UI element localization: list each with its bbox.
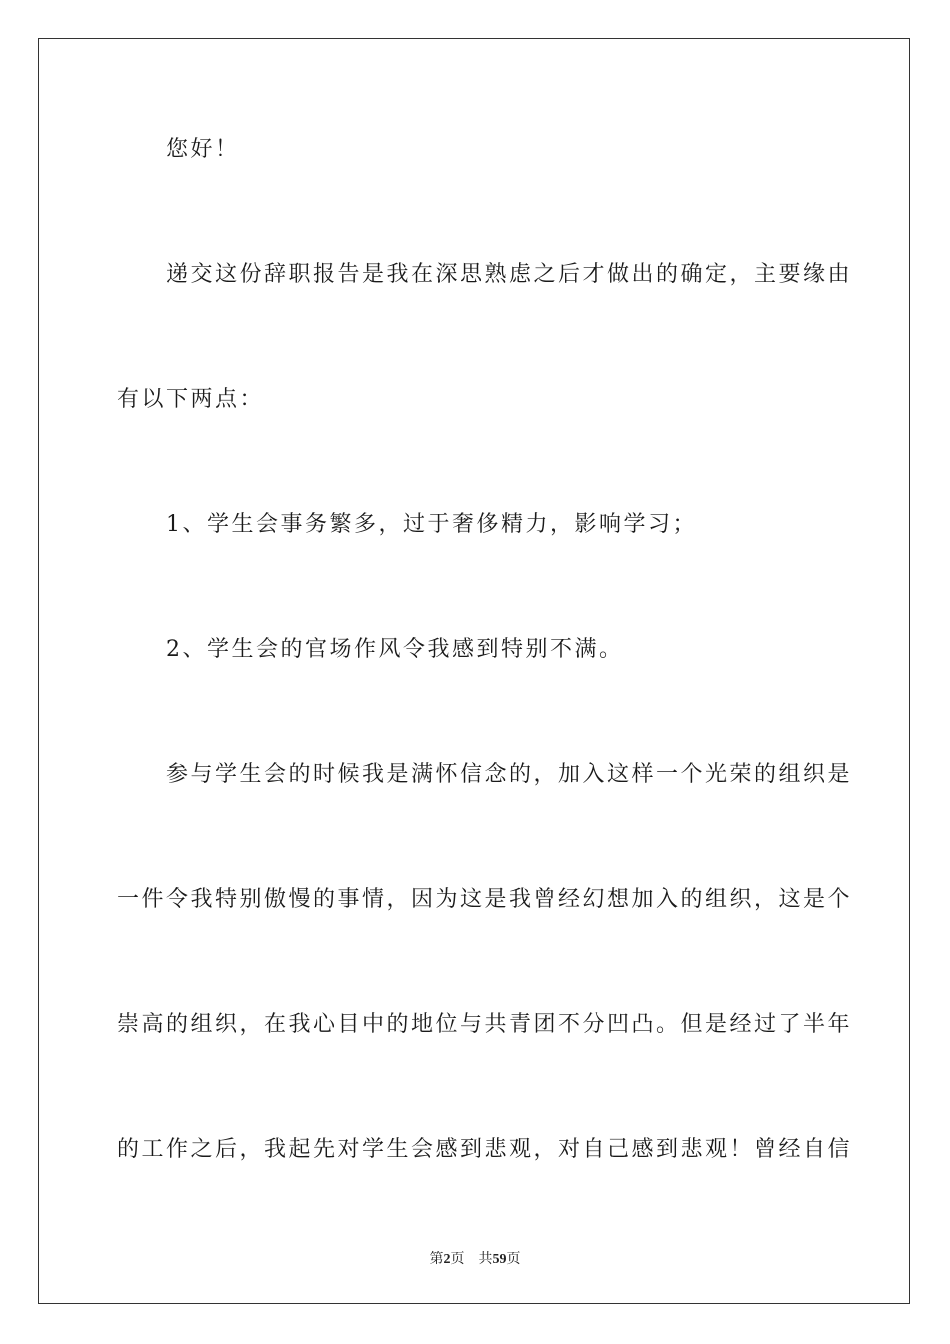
greeting-line: 您好！ xyxy=(117,137,240,162)
page-footer xyxy=(0,1248,950,1268)
total-suffix: 页 xyxy=(506,1252,521,1267)
body-line: 一件令我特别傲慢的事情，因为这是我曾经幻想加入的组织，这是个 xyxy=(117,887,853,912)
total-prefix: 共 xyxy=(478,1252,493,1267)
total-pages: 59 xyxy=(492,1252,507,1267)
body-line: 递交这份辞职报告是我在深思熟虑之后才做出的确定，主要缘由 xyxy=(117,262,853,287)
list-item: 2、学生会的官场作风令我感到特别不满。 xyxy=(117,637,624,662)
page-prefix: 第 xyxy=(429,1252,444,1267)
page-suffix: 页 xyxy=(450,1252,465,1267)
list-item: 1、学生会事务繁多，过于奢侈精力，影响学习； xyxy=(117,512,697,537)
page-border xyxy=(38,38,910,1304)
body-line: 有以下两点： xyxy=(117,387,265,412)
body-line: 崇高的组织，在我心目中的地位与共青团不分凹凸。但是经过了半年 xyxy=(117,1012,853,1037)
page-number: 2 xyxy=(443,1252,451,1267)
body-line: 的工作之后，我起先对学生会感到悲观，对自己感到悲观！曾经自信 xyxy=(117,1137,853,1162)
body-line: 参与学生会的时候我是满怀信念的，加入这样一个光荣的组织是 xyxy=(117,762,853,787)
